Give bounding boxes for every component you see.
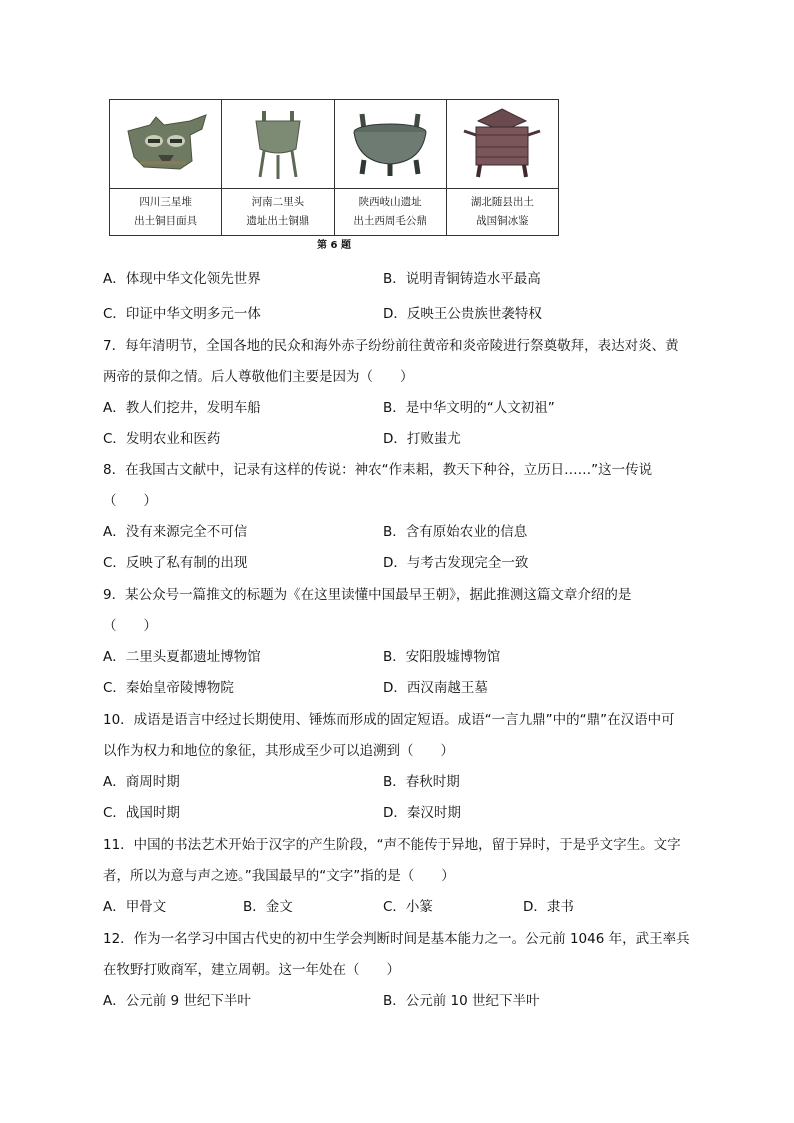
q9-option-b: B．安阳殷墟博物馆 xyxy=(383,649,501,665)
artifact-figure-table xyxy=(109,99,559,236)
artifact-caption: 陕西岐山遗址 出土西周毛公鼎 xyxy=(334,189,446,236)
q9-stem-line: （ ） xyxy=(103,618,157,634)
bronze-ding-icon xyxy=(238,107,318,181)
q8-stem-line: 8．在我国古文献中，记录有这样的传说：神农“作耒耜，教天下种谷，立历日……”这一传说 xyxy=(103,462,653,478)
artifact-image-cell xyxy=(334,100,446,189)
q7-stem-line: 7．每年清明节，全国各地的民众和海外赤子纷纷前往黄帝和炎帝陵进行祭奠敬拜，表达对炎、黄 xyxy=(103,338,679,354)
artifact-caption: 湖北随县出土 战国铜冰鉴 xyxy=(446,189,558,236)
q9-option-d: D．西汉南越王墓 xyxy=(383,680,488,696)
q11-option-c: C．小篆 xyxy=(383,899,433,915)
artifact-image-cell xyxy=(222,100,334,189)
q6-option-d: D．反映王公贵族世袭特权 xyxy=(383,306,542,322)
q10-option-b: B．春秋时期 xyxy=(383,774,460,790)
q8-option-b: B．含有原始农业的信息 xyxy=(383,524,528,540)
artifact-image-cell xyxy=(446,100,558,189)
q11-option-b: B．金文 xyxy=(243,899,293,915)
q11-option-d: D．隶书 xyxy=(523,899,574,915)
artifact-caption: 河南二里头 遗址出土铜鼎 xyxy=(222,189,334,236)
q9-option-c: C．秦始皇帝陵博物院 xyxy=(103,680,234,696)
q12-stem-line: 12．作为一名学习中国古代史的初中生学会判断时间是基本能力之一。公元前 1046 年，武王率兵 xyxy=(103,931,690,947)
q7-option-d: D．打败蚩尤 xyxy=(383,431,461,447)
q8-option-c: C．反映了私有制的出现 xyxy=(103,555,248,571)
q6-option-b: B．说明青铜铸造水平最高 xyxy=(383,271,541,287)
q12-stem-line: 在牧野打败商军，建立周朝。这一年处在（ ） xyxy=(103,962,400,978)
q10-option-d: D．秦汉时期 xyxy=(383,805,461,821)
q7-option-a: A．教人们挖井，发明车船 xyxy=(103,400,261,416)
q10-stem-line: 10．成语是语言中经过长期使用、锤炼而形成的固定短语。成语“一言九鼎”中的“鼎”在汉语中可 xyxy=(103,712,675,728)
q12-option-b: B．公元前 10 世纪下半叶 xyxy=(383,993,540,1009)
artifact-image-cell xyxy=(110,100,222,189)
bronze-ice-chest-icon xyxy=(456,105,548,183)
bronze-mask-icon xyxy=(120,111,212,177)
q7-option-b: B．是中华文明的“人文初祖” xyxy=(383,400,555,416)
q11-stem-line: 11．中国的书法艺术开始于汉字的产生阶段，“声不能传于异地，留于异时，于是乎文字生。文字 xyxy=(103,837,681,853)
figure-caption: 第 6 题 xyxy=(317,240,351,251)
q6-option-c: C．印证中华文明多元一体 xyxy=(103,306,261,322)
q7-stem-line: 两帝的景仰之情。后人尊敬他们主要是因为（ ） xyxy=(103,369,414,385)
q10-option-c: C．战国时期 xyxy=(103,805,180,821)
q7-option-c: C．发明农业和医药 xyxy=(103,431,221,447)
artifact-caption: 四川三星堆 出土铜目面具 xyxy=(110,189,222,236)
q12-option-a: A．公元前 9 世纪下半叶 xyxy=(103,993,251,1009)
q10-stem-line: 以作为权力和地位的象征，其形成至少可以追溯到（ ） xyxy=(103,743,454,759)
q10-option-a: A．商周时期 xyxy=(103,774,180,790)
q8-stem-line: （ ） xyxy=(103,493,157,509)
q8-option-d: D．与考古发现完全一致 xyxy=(383,555,529,571)
maogong-ding-icon xyxy=(344,108,436,180)
q6-option-a: A．体现中华文化领先世界 xyxy=(103,271,261,287)
q8-option-a: A．没有来源完全不可信 xyxy=(103,524,248,540)
q9-stem-line: 9．某公众号一篇推文的标题为《在这里读懂中国最早王朝》，据此推测这篇文章介绍的是 xyxy=(103,587,632,603)
q11-option-a: A．甲骨文 xyxy=(103,899,167,915)
q9-option-a: A．二里头夏都遗址博物馆 xyxy=(103,649,261,665)
q11-stem-line: 者，所以为意与声之迹。”我国最早的“文字”指的是（ ） xyxy=(103,868,455,884)
